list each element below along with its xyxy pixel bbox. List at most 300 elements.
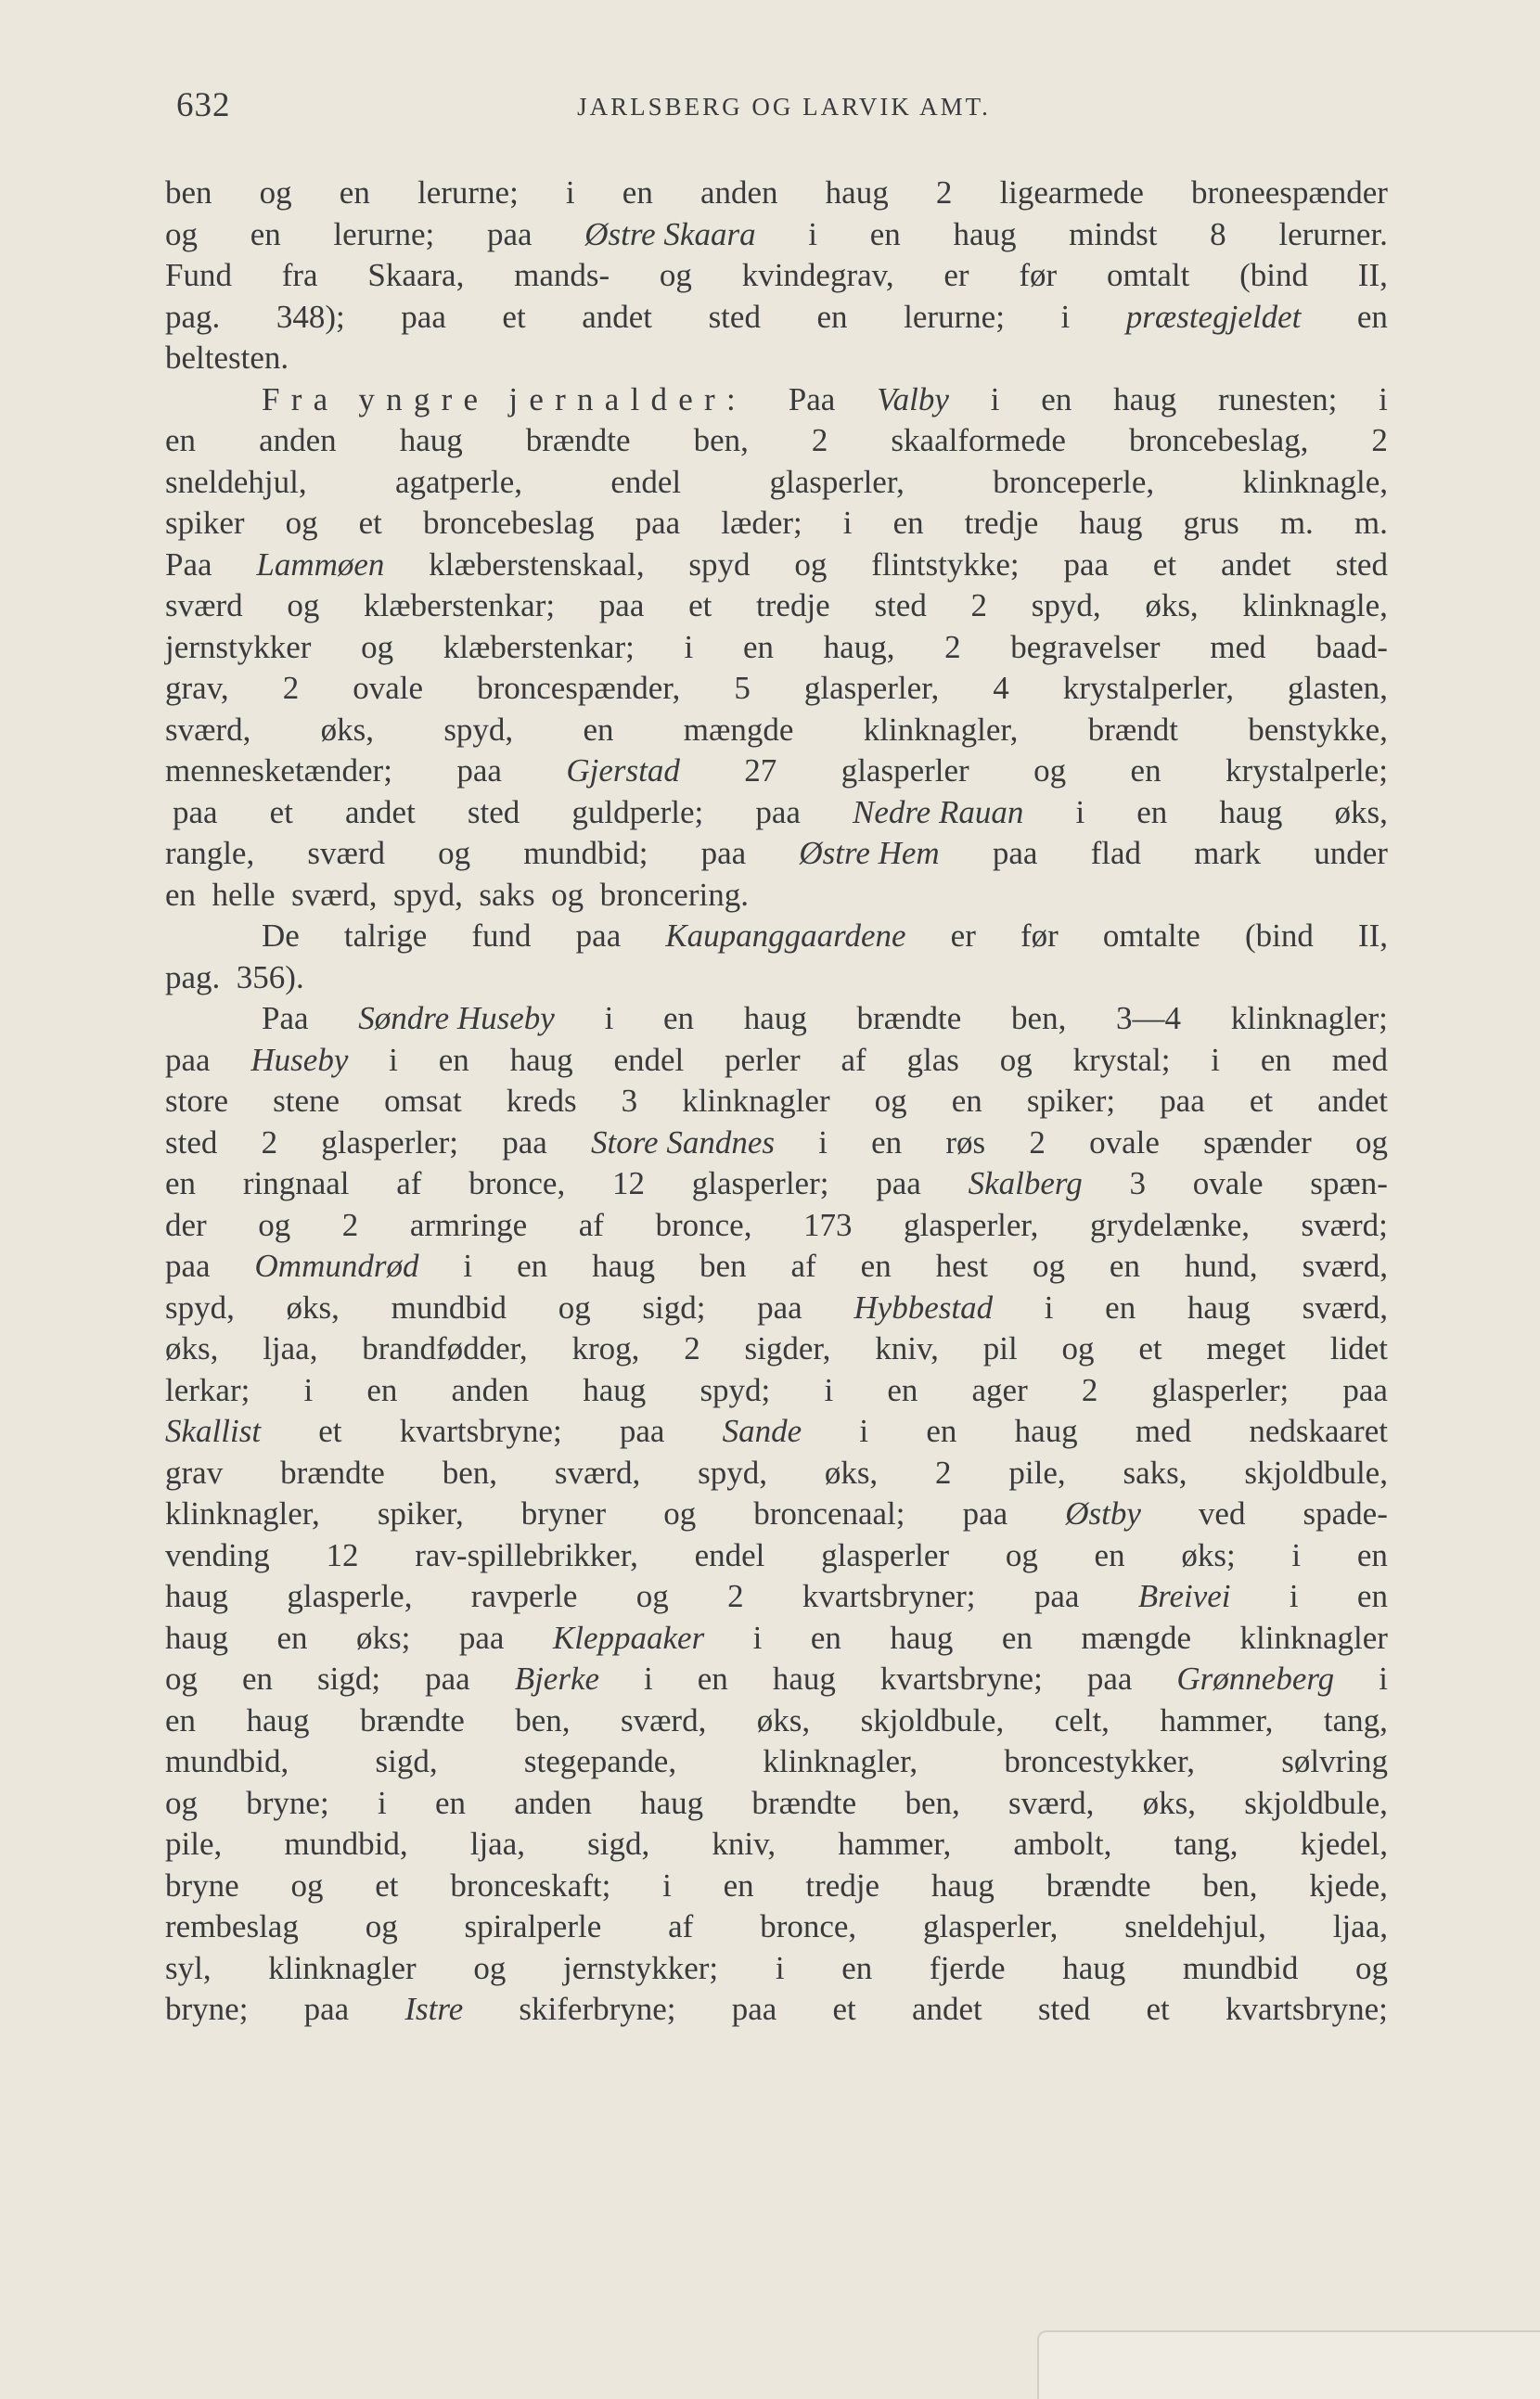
word: en	[339, 174, 370, 211]
word: en	[438, 1041, 469, 1078]
word: jernstykker;	[562, 1949, 719, 1986]
word: benstykke,	[1248, 711, 1388, 748]
word: i	[1289, 1578, 1299, 1614]
word: sværd	[307, 835, 385, 871]
word: haug	[930, 1867, 995, 1904]
word: Kleppaaker	[552, 1619, 705, 1656]
word: kvindegrav,	[741, 257, 894, 293]
text-line	[165, 1123, 1388, 1164]
word: mundbid;	[523, 835, 648, 871]
word: er	[943, 257, 969, 293]
word: paa	[962, 1495, 1008, 1532]
text-line	[165, 1453, 1388, 1495]
word: paa	[165, 1248, 211, 1284]
word: sted	[708, 298, 761, 335]
word: bryne;	[246, 1784, 329, 1821]
word: paa	[425, 1661, 470, 1697]
word: haug	[399, 422, 463, 458]
word: en	[1041, 380, 1072, 417]
word: ljaa,	[1332, 1908, 1388, 1944]
word: i	[303, 1371, 314, 1408]
text-line	[165, 627, 1388, 669]
word: et	[269, 793, 293, 830]
word: fund	[471, 917, 532, 954]
word: en	[742, 628, 774, 665]
word: hest	[935, 1248, 989, 1284]
word: en	[242, 1661, 274, 1697]
word: m.	[1279, 505, 1314, 541]
word: en	[276, 1619, 308, 1656]
word: en	[1109, 1248, 1140, 1284]
word: og	[663, 1495, 697, 1532]
word: haug	[743, 1000, 807, 1036]
word: glas	[906, 1041, 959, 1078]
word: skjoldbule,	[860, 1701, 1005, 1738]
word: klinknagler;	[1230, 1000, 1388, 1036]
word: en	[926, 1413, 957, 1449]
word: Østre Hem	[799, 835, 940, 871]
word: ben,	[515, 1701, 571, 1738]
word: 3—4	[1116, 1000, 1182, 1036]
word: øks,	[1142, 1784, 1197, 1821]
word: klæberstenskaal,	[429, 545, 645, 583]
word: sværd,	[554, 1454, 641, 1491]
word: ben,	[1202, 1867, 1258, 1904]
word: sigd;	[642, 1289, 706, 1326]
word: præstegjeldet	[1125, 298, 1302, 335]
text-line	[165, 875, 1388, 917]
text-line	[165, 1618, 1388, 1660]
word: spiralperle	[464, 1908, 602, 1944]
word: klinknagler,	[863, 711, 1019, 748]
word: ambolt,	[1013, 1826, 1112, 1862]
word: paa	[700, 835, 747, 871]
word: og	[1033, 752, 1067, 789]
word: 2	[684, 1330, 700, 1366]
word: ben	[699, 1248, 747, 1284]
word: 2	[970, 587, 988, 623]
word: sigd,	[587, 1826, 650, 1862]
word: i	[644, 1661, 653, 1697]
word: ved	[1198, 1495, 1246, 1532]
word: guldperle;	[571, 793, 704, 830]
text-line	[165, 750, 1388, 792]
text-line	[165, 792, 1388, 834]
word: en	[860, 1248, 892, 1284]
word: klinknagler	[268, 1949, 417, 1986]
word: før	[1019, 257, 1058, 293]
text-line	[165, 1246, 1388, 1288]
word: med	[1135, 1413, 1192, 1449]
word: tredje	[805, 1867, 880, 1904]
word: stene	[273, 1083, 340, 1119]
word: spyd;	[699, 1371, 771, 1408]
word: en	[517, 1248, 548, 1284]
word: Store Sandnes	[591, 1123, 775, 1161]
word: broncebeslag	[422, 505, 595, 541]
text-line	[165, 1989, 1388, 2031]
word: 8	[1210, 215, 1226, 252]
word: i	[463, 1248, 473, 1284]
word: stegepande,	[523, 1743, 677, 1779]
word: glasten,	[1288, 670, 1388, 706]
word: og	[1032, 1248, 1065, 1284]
word: tredje	[756, 587, 830, 623]
word: mennesketænder;	[165, 752, 392, 789]
word: helle	[212, 876, 276, 913]
text-line	[165, 462, 1388, 504]
word: 12	[326, 1536, 359, 1573]
word: endel	[610, 463, 682, 500]
word: ben,	[693, 422, 749, 458]
text-line	[165, 710, 1388, 751]
word: Skallist	[165, 1413, 262, 1449]
word: paa	[486, 215, 533, 252]
word: brændte	[280, 1454, 385, 1491]
word: klinknagler,	[763, 1743, 918, 1779]
word: spyd	[688, 545, 751, 583]
word: en	[663, 1000, 695, 1036]
word: pil	[982, 1330, 1018, 1366]
word: haug	[953, 215, 1017, 252]
text-line	[165, 998, 1388, 1040]
word: sneldehjul,	[1124, 1908, 1266, 1944]
word: broncebeslag,	[1128, 422, 1309, 458]
word: saks	[479, 876, 535, 913]
word: haug	[640, 1784, 704, 1821]
word: og	[259, 174, 292, 211]
word: i	[389, 1041, 398, 1078]
word: ben,	[1011, 1000, 1067, 1036]
word: paa	[165, 1041, 211, 1078]
word: en	[871, 1123, 903, 1161]
word: Paa	[165, 545, 212, 583]
word: 2	[811, 422, 828, 458]
word: pag.	[165, 958, 221, 995]
word: Breivei	[1137, 1578, 1231, 1614]
word: en	[1136, 793, 1168, 830]
word: andet	[582, 298, 653, 335]
word: og	[1005, 1536, 1038, 1573]
word: ovale	[1089, 1123, 1160, 1161]
word: bronceskaft;	[450, 1867, 611, 1904]
word: i	[1060, 298, 1071, 335]
text-line	[165, 1824, 1388, 1866]
word: glasperler,	[803, 670, 940, 706]
word: mundbid,	[284, 1826, 408, 1862]
word: en	[1094, 1536, 1125, 1573]
word: haug	[165, 1578, 229, 1614]
word: tredje	[964, 505, 1039, 541]
word: lerurne;	[333, 215, 435, 252]
word: sted	[165, 1123, 218, 1161]
word: anden	[514, 1784, 592, 1821]
word: under	[1314, 835, 1388, 871]
word: en	[951, 1083, 982, 1119]
word: bryne;	[165, 1991, 249, 2027]
word: øks,	[1145, 587, 1199, 623]
word: sigd;	[317, 1661, 381, 1697]
word: haug	[1113, 380, 1177, 417]
word: og	[258, 1206, 291, 1243]
word: øks,	[286, 1289, 340, 1326]
word: glasperler	[841, 752, 969, 789]
word: i	[990, 380, 1000, 417]
word: paa	[755, 793, 801, 830]
word: læder;	[721, 505, 802, 541]
word: broneespænder	[1191, 174, 1388, 211]
word: af	[841, 1041, 866, 1078]
word: haug	[246, 1701, 310, 1738]
word: endel	[694, 1536, 765, 1573]
word: en	[841, 1949, 873, 1986]
word: fjerde	[929, 1949, 1006, 1986]
page-number: 632	[176, 86, 231, 124]
word: skjoldbule,	[1244, 1784, 1388, 1821]
word: øks,	[756, 1701, 811, 1738]
word: et	[318, 1413, 342, 1449]
word: sværd,	[1302, 1248, 1388, 1284]
word: sted	[1335, 545, 1388, 583]
word: øks,	[1334, 793, 1388, 830]
word: en	[366, 1371, 398, 1408]
word: 5	[734, 670, 751, 706]
word: og	[1354, 1123, 1388, 1161]
word: haug	[1014, 1413, 1078, 1449]
word: haug	[1062, 1949, 1126, 1986]
word: en	[1130, 752, 1161, 789]
word: haug	[1187, 1289, 1251, 1326]
word: klæberstenkar;	[443, 628, 635, 665]
word: ben,	[442, 1454, 497, 1491]
word: en	[1356, 1578, 1388, 1614]
word: jernstykker	[165, 628, 312, 665]
word: paa	[401, 298, 446, 335]
word: omtalt	[1106, 257, 1190, 293]
word: (bind	[1239, 257, 1309, 293]
word: haug	[583, 1371, 647, 1408]
word: krystalperler,	[1062, 670, 1234, 706]
word: haug	[890, 1619, 954, 1656]
word: og	[1061, 1330, 1095, 1366]
word: Valby	[877, 380, 949, 417]
word: af	[396, 1165, 422, 1201]
word: klinknagle,	[1242, 587, 1388, 623]
word: kvartsbryne;	[399, 1413, 562, 1449]
word: tang,	[1174, 1826, 1238, 1862]
word: ovale	[353, 670, 424, 706]
word: pile,	[1008, 1454, 1066, 1491]
word: en	[583, 711, 614, 748]
word: bronce,	[760, 1908, 857, 1944]
word: og	[438, 835, 471, 871]
word: skaalformede	[891, 422, 1066, 458]
word: haug	[825, 174, 889, 211]
text-line	[165, 1741, 1388, 1783]
word: en	[165, 1165, 197, 1201]
word: en	[165, 1701, 197, 1738]
word: haug	[1219, 793, 1283, 830]
word: brændte	[856, 1000, 962, 1036]
word: hund,	[1184, 1248, 1258, 1284]
word: mundbid	[391, 1289, 507, 1326]
word: en	[1105, 1289, 1136, 1326]
word: og	[365, 1908, 398, 1944]
word: andet	[1317, 1083, 1388, 1119]
word: lidet	[1329, 1330, 1388, 1366]
word: ljaa,	[263, 1330, 318, 1366]
word: brændt	[1087, 711, 1178, 748]
text-line	[165, 173, 1388, 214]
word: Huseby	[250, 1041, 349, 1078]
word: spiker;	[1026, 1083, 1116, 1119]
word: sværd,	[1302, 1289, 1388, 1326]
word: skiferbryne;	[519, 1991, 676, 2027]
word: haug	[509, 1041, 573, 1078]
word: 3	[621, 1083, 638, 1119]
word: og	[361, 628, 394, 665]
word: i	[684, 628, 694, 665]
word: sølvring	[1281, 1743, 1388, 1779]
word: spyd,	[392, 876, 463, 913]
text-line	[165, 916, 1388, 957]
word: beltesten.	[165, 340, 289, 376]
text-line	[165, 1866, 1388, 1907]
word: flad	[1090, 835, 1142, 871]
word: sigd,	[375, 1743, 438, 1779]
page-edge-mark	[1037, 2330, 1540, 2399]
word: runesten;	[1218, 380, 1338, 417]
word: lerurner.	[1278, 215, 1388, 252]
word: i	[1291, 1536, 1302, 1573]
word: en	[810, 1619, 841, 1656]
word: et	[375, 1867, 399, 1904]
text-line	[165, 1576, 1388, 1618]
word: en	[622, 174, 653, 211]
word: og	[165, 1784, 198, 1821]
word: lerkar;	[165, 1371, 250, 1408]
word: sværd,	[291, 876, 378, 913]
word: Lammøen	[256, 545, 385, 583]
word: andet	[911, 1991, 982, 2027]
text-line	[165, 668, 1388, 710]
word: brændte	[525, 422, 631, 458]
word: øks;	[356, 1619, 411, 1656]
word: der	[165, 1206, 207, 1243]
word: endel	[613, 1041, 685, 1078]
text-line	[165, 545, 1388, 586]
word: bryner	[520, 1495, 607, 1532]
word: 4	[993, 670, 1009, 706]
word: 173	[803, 1206, 853, 1243]
word: haug	[772, 1661, 836, 1697]
word: Ommundrød	[254, 1248, 419, 1284]
word: spiker	[165, 505, 245, 541]
word: er	[950, 917, 976, 954]
word: krog,	[571, 1330, 640, 1366]
word: af	[578, 1206, 604, 1243]
word: ligearmede	[999, 174, 1144, 211]
word: sværd,	[165, 711, 251, 748]
word: en	[869, 215, 901, 252]
word: klæberstenkar;	[364, 587, 556, 623]
word: paa	[502, 1123, 547, 1161]
word: og	[999, 1041, 1033, 1078]
word: paa	[458, 1619, 505, 1656]
word: 2	[341, 1206, 359, 1243]
text-line	[165, 1659, 1388, 1700]
word: ringnaal	[242, 1165, 350, 1201]
word: klinknagler,	[165, 1495, 320, 1532]
word: i	[1379, 380, 1388, 417]
word: kreds	[506, 1083, 577, 1119]
word: ovale	[1192, 1165, 1264, 1201]
word: mundbid,	[165, 1743, 289, 1779]
word: en	[1001, 1619, 1033, 1656]
word: glasperler;	[691, 1165, 829, 1201]
word: Istre	[404, 1991, 464, 2027]
word: sværd	[165, 587, 243, 623]
word: 2	[727, 1578, 744, 1614]
text-line	[165, 1205, 1388, 1247]
word: fra	[281, 257, 318, 293]
word: røs	[945, 1123, 986, 1161]
word: paa	[1086, 1661, 1133, 1697]
word: ben	[165, 174, 212, 211]
word: kjede,	[1309, 1867, 1388, 1904]
text-line	[165, 1411, 1388, 1453]
word: broncenaal;	[753, 1495, 905, 1532]
word: 27	[744, 752, 777, 789]
text-line	[165, 1948, 1388, 1990]
word: en	[250, 215, 281, 252]
body-text	[165, 173, 1388, 2031]
text-line	[165, 1494, 1388, 1535]
word: glasperler;	[1151, 1371, 1290, 1408]
word: kvartsbryne;	[879, 1661, 1043, 1697]
word: og	[165, 215, 198, 252]
word: grav,	[165, 670, 229, 706]
word: paa	[635, 505, 681, 541]
word: grydelænke,	[1089, 1206, 1250, 1243]
word: broncering.	[599, 876, 749, 913]
text-line	[165, 957, 1388, 999]
word: bronce,	[655, 1206, 752, 1243]
word: paa	[303, 1991, 350, 2027]
text-line	[165, 1328, 1388, 1370]
word: Østby	[1065, 1495, 1141, 1532]
word: anden	[451, 1371, 530, 1408]
word: sværd,	[1008, 1784, 1095, 1821]
word: sted	[467, 793, 520, 830]
word: pile,	[165, 1826, 223, 1862]
running-title: JARLSBERG OG LARVIK AMT.	[577, 93, 991, 121]
word: og	[473, 1949, 507, 1986]
word: og	[874, 1083, 907, 1119]
word: og	[285, 505, 318, 541]
word: skjoldbule,	[1244, 1454, 1388, 1491]
word: rav-spillebrikker,	[415, 1536, 638, 1573]
page-header	[176, 85, 1392, 132]
word: paa	[1063, 545, 1110, 583]
text-line	[165, 1288, 1388, 1329]
word: paa	[992, 835, 1038, 871]
word: 2	[1371, 422, 1388, 458]
word: mindst	[1069, 215, 1158, 252]
word: af	[790, 1248, 816, 1284]
word: kjedel,	[1300, 1826, 1388, 1862]
word: Bjerke	[514, 1661, 600, 1697]
